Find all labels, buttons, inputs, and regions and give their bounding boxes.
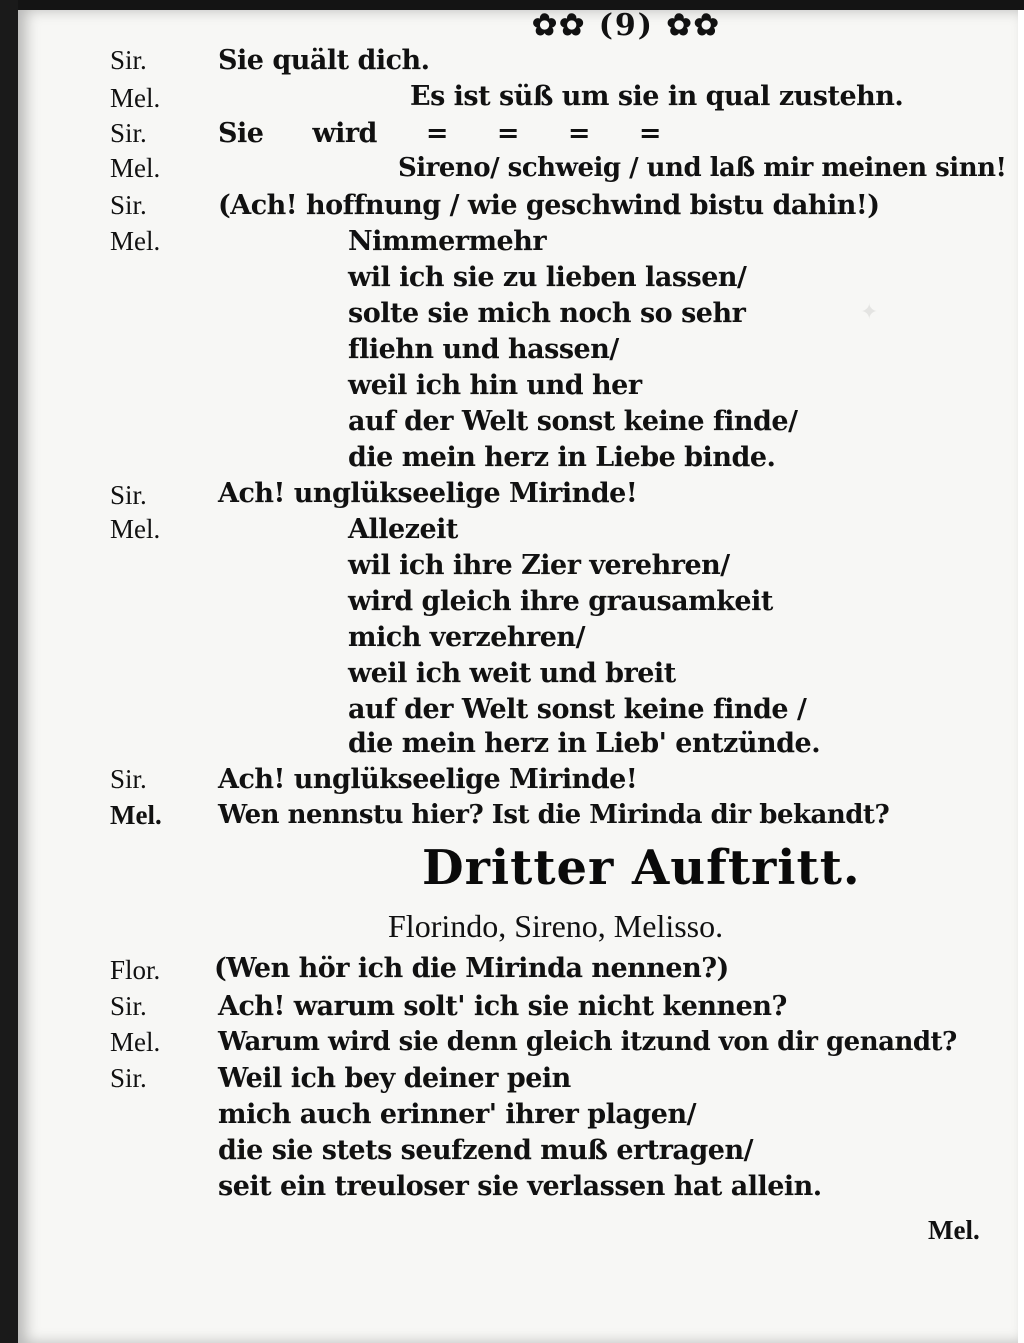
- dialogue-line: wil ich ihre Zier verehren/: [348, 550, 730, 581]
- ornament-left: ✿✿: [532, 8, 587, 43]
- dialogue-line: wil ich sie zu lieben lassen/: [348, 262, 747, 293]
- dialogue-line: auf der Welt sonst keine finde/: [348, 406, 798, 437]
- bleed-through-text: ✦: [860, 300, 879, 325]
- dialogue-line: wird gleich ihre grausamkeit: [348, 586, 773, 617]
- dialogue-line: Sie wird = = = =: [218, 118, 662, 149]
- dialogue-line: weil ich weit und breit: [348, 658, 676, 689]
- dialogue-line: Wen nennstu hier? Ist die Mirinda dir bekandt?: [218, 800, 890, 830]
- speaker-label: Sir.: [110, 480, 147, 510]
- dialogue-line: Ach! warum solt' ich sie nicht kennen?: [218, 991, 787, 1022]
- dialogue-line: mich auch erinner' ihrer plagen/: [218, 1099, 696, 1130]
- speaker-label: Sir.: [110, 764, 147, 794]
- speaker-label: Sir.: [110, 118, 147, 148]
- speaker-label: Mel.: [110, 226, 161, 256]
- dialogue-line: Warum wird sie denn gleich itzund von dir genandt?: [218, 1027, 957, 1057]
- dialogue-line: solte sie mich noch so sehr: [348, 298, 746, 329]
- dialogue-line: seit ein treuloser sie verlassen hat allein.: [218, 1171, 822, 1202]
- dialogue-line: die sie stets seufzend muß ertragen/: [218, 1135, 753, 1166]
- dialogue-line: Allezeit: [348, 514, 458, 545]
- dialogue-line: fliehn und hassen/: [348, 334, 619, 365]
- speaker-label: Flor.: [110, 955, 161, 985]
- speaker-label: Mel.: [110, 1027, 161, 1057]
- dialogue-line: die mein herz in Lieb' entzünde.: [348, 728, 821, 759]
- speaker-label: Mel.: [110, 83, 161, 113]
- dialogue-line: (Wen hör ich die Mirinda nennen?): [214, 953, 729, 984]
- dialogue-line: Sireno/ schweig / und laß mir meinen sinn!: [398, 153, 1007, 183]
- dialogue-line: Weil ich bey deiner pein: [218, 1063, 571, 1094]
- scan-top-border: [0, 0, 1024, 10]
- dialogue-line: (Ach! hoffnung / wie geschwind bistu dahin!): [218, 190, 880, 221]
- ornament-right: ✿✿: [666, 8, 721, 43]
- dialogue-line: weil ich hin und her: [348, 370, 642, 401]
- dialogue-line: auf der Welt sonst keine finde /: [348, 694, 807, 725]
- speaker-label: Mel.: [110, 800, 162, 830]
- catchword: Mel.: [928, 1215, 980, 1245]
- dialogue-line: Es ist süß um sie in qual zustehn.: [410, 81, 904, 112]
- page-number-text: (9): [598, 8, 654, 43]
- speaker-label: Mel.: [110, 153, 161, 183]
- cast-list: Florindo, Sireno, Melisso.: [388, 908, 724, 944]
- dialogue-line: Ach! unglükseelige Mirinde!: [218, 478, 638, 509]
- speaker-label: Sir.: [110, 991, 147, 1021]
- speaker-label: Mel.: [110, 514, 161, 544]
- dialogue-line: Nimmermehr: [348, 226, 547, 257]
- dialogue-line: Sie quält dich.: [218, 45, 430, 76]
- page-number: [532, 8, 721, 43]
- dialogue-line: Ach! unglükseelige Mirinde!: [218, 764, 638, 795]
- dialogue-line: mich verzehren/: [348, 622, 585, 653]
- scene-heading: Dritter Auftritt.: [422, 840, 861, 896]
- speaker-label: Sir.: [110, 190, 147, 220]
- speaker-label: Sir.: [110, 1063, 147, 1093]
- scan-left-border: [0, 0, 18, 1343]
- speaker-label: Sir.: [110, 45, 147, 75]
- dialogue-line: die mein herz in Liebe binde.: [348, 442, 776, 473]
